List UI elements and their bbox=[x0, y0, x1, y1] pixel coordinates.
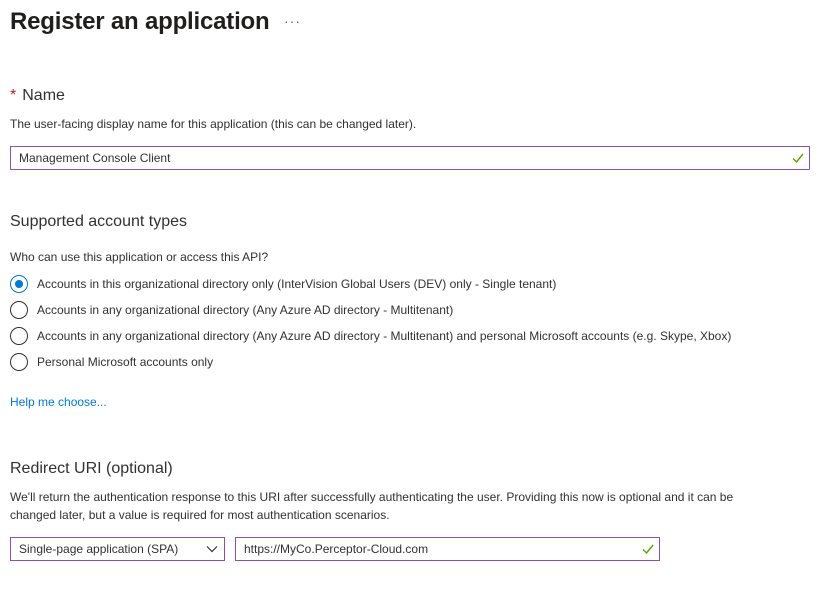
checkmark-icon bbox=[792, 151, 804, 165]
platform-select-value: Single-page application (SPA) bbox=[19, 542, 179, 556]
redirect-uri-title: Redirect URI (optional) bbox=[10, 460, 173, 477]
page-title: Register an application bbox=[10, 8, 270, 35]
name-description: The user-facing display name for this application (this can be changed later). bbox=[10, 117, 417, 131]
platform-select[interactable] bbox=[10, 537, 225, 561]
help-me-choose-link[interactable]: Help me choose... bbox=[10, 395, 107, 409]
radio-option-label: Personal Microsoft accounts only bbox=[37, 355, 214, 369]
radio-option-multitenant[interactable] bbox=[10, 300, 453, 320]
required-indicator: * bbox=[10, 87, 17, 104]
name-label: Name bbox=[22, 87, 65, 104]
redirect-description-line1: We'll return the authentication response to this URI after successfully authenticating the user. Providing this now is optional and it can be bbox=[10, 490, 734, 504]
account-types-title: Supported account types bbox=[10, 213, 188, 230]
redirect-description-line2: changed later, but a value is required for most authentication scenarios. bbox=[10, 508, 390, 522]
radio-option-label: Accounts in this organizational directory only (InterVision Global Users (DEV) only - Single tenant) bbox=[37, 277, 557, 291]
name-section-title bbox=[10, 86, 65, 106]
radio-option-label: Accounts in any organizational directory (Any Azure AD directory - Multitenant) bbox=[37, 303, 454, 317]
radio-option-personal-only[interactable] bbox=[10, 352, 213, 372]
redirect-uri-input[interactable] bbox=[235, 537, 660, 561]
radio-button[interactable] bbox=[10, 301, 28, 319]
radio-button-selected[interactable] bbox=[10, 275, 28, 293]
radio-button[interactable] bbox=[10, 353, 28, 371]
more-icon[interactable]: ··· bbox=[284, 13, 301, 29]
checkmark-icon bbox=[642, 542, 654, 556]
redirect-uri-value: https://MyCo.Perceptor-Cloud.com bbox=[244, 542, 429, 556]
radio-option-single-tenant[interactable] bbox=[10, 274, 556, 294]
radio-option-label: Accounts in any organizational directory (Any Azure AD directory - Multitenant) and personal Microsoft accounts (e.g. Skype, Xbox) bbox=[37, 329, 732, 343]
radio-button[interactable] bbox=[10, 327, 28, 345]
name-input-value: Management Console Client bbox=[19, 151, 171, 165]
chevron-down-icon bbox=[206, 544, 218, 554]
account-types-question: Who can use this application or access this API? bbox=[10, 250, 269, 264]
name-input[interactable] bbox=[10, 146, 810, 170]
radio-option-multitenant-personal[interactable] bbox=[10, 326, 731, 346]
